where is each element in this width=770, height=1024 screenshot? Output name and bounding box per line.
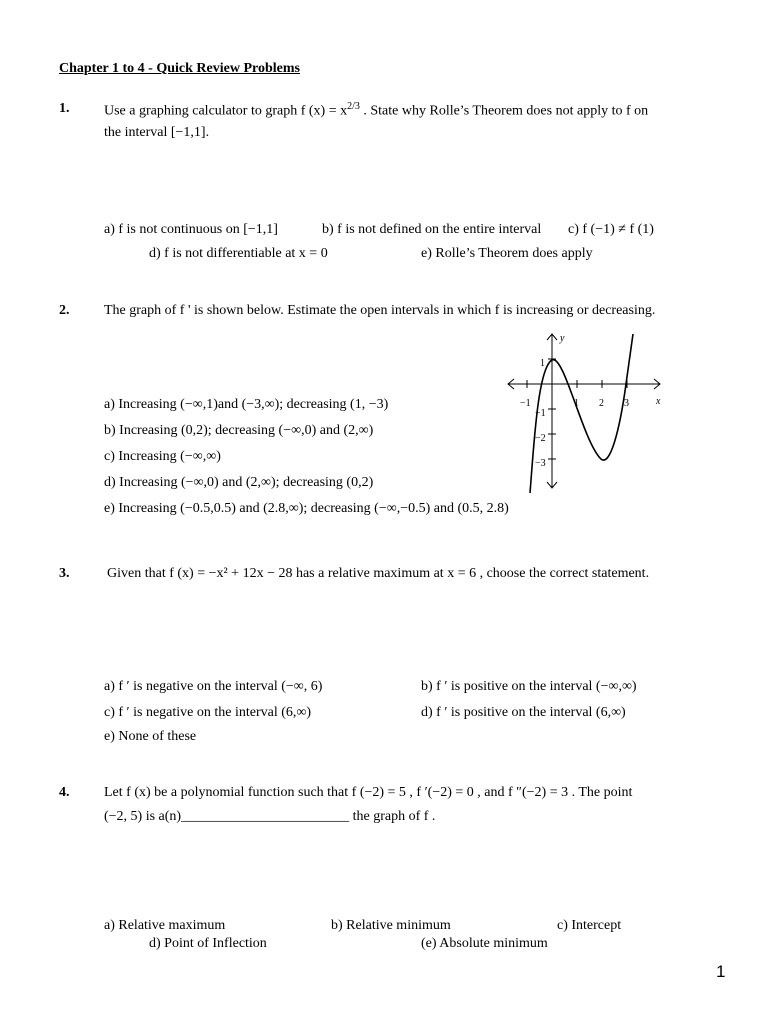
page-number: 1 xyxy=(716,962,726,981)
question-4-choice-b: b) Relative minimum xyxy=(331,918,451,933)
y-tick-label: −2 xyxy=(535,433,546,444)
question-4-choice-e: (e) Absolute minimum xyxy=(421,936,548,951)
y-axis-label: y xyxy=(560,333,565,344)
question-4-line-2: (−2, 5) is a(n)________________________ the graph of f . xyxy=(104,809,436,824)
y-tick-label: −1 xyxy=(535,408,546,419)
x-tick-label: −1 xyxy=(520,398,531,409)
question-4-choice-a: a) Relative maximum xyxy=(104,918,226,933)
question-1-choice-a: a) f is not continuous on [−1,1] xyxy=(104,222,278,237)
question-3-choice-c: c) f ′ is negative on the interval (6,∞) xyxy=(104,705,312,720)
x-tick-label: 2 xyxy=(599,398,604,409)
question-1-choice-b: b) f is not defined on the entire interval xyxy=(322,222,542,237)
question-4-line-1: Let f (x) be a polynomial function such that f (−2) = 5 , f ′(−2) = 0 , and f ″(−2) = 3 . The point xyxy=(104,785,633,800)
question-2-number: 2. xyxy=(59,303,70,318)
question-3-prompt: Given that f (x) = −x² + 12x − 28 has a relative maximum at x = 6 , choose the correct statement. xyxy=(107,566,650,581)
question-3-choice-d: d) f ′ is positive on the interval (6,∞) xyxy=(421,705,626,720)
question-1-number: 1. xyxy=(59,101,70,116)
question-2-choice-c: c) Increasing (−∞,∞) xyxy=(104,449,221,464)
x-tick-label: 3 xyxy=(624,398,629,409)
question-3-choice-b: b) f ′ is positive on the interval (−∞,∞) xyxy=(421,679,637,694)
x-tick-label: 1 xyxy=(574,398,579,409)
question-4-choice-c: c) Intercept xyxy=(557,918,622,933)
question-3-choice-a: a) f ′ is negative on the interval (−∞, 6) xyxy=(104,679,323,694)
question-2-choice-d: d) Increasing (−∞,0) and (2,∞); decreasing (0,2) xyxy=(104,475,374,490)
question-1-line-2: the interval [−1,1]. xyxy=(104,125,210,140)
question-1-choice-c: c) f (−1) ≠ f (1) xyxy=(568,222,654,237)
question-2-choice-e: e) Increasing (−0.5,0.5) and (2.8,∞); decreasing (−∞,−0.5) and (0.5, 2.8) xyxy=(104,501,509,516)
question-3-number: 3. xyxy=(59,566,70,581)
x-axis-label: x xyxy=(656,396,661,407)
question-2-choice-b: b) Increasing (0,2); decreasing (−∞,0) and (2,∞) xyxy=(104,423,374,438)
question-2-prompt: The graph of f ' is shown below. Estimate the open intervals in which f is increasing or decreasing. xyxy=(104,303,656,318)
question-2-choice-a: a) Increasing (−∞,1)and (−3,∞); decreasing (1, −3) xyxy=(104,397,389,412)
question-1-choice-d: d) f is not differentiable at x = 0 xyxy=(149,246,328,261)
question-1-line-1: Use a graphing calculator to graph f $(x) = x^{2/3}$ . State why Rolle’s Theorem does not apply to f on xyxy=(104,101,649,119)
page-title: Chapter 1 to 4 - Quick Review Problems xyxy=(59,61,300,76)
question-4-number: 4. xyxy=(59,785,70,800)
y-tick-label: 1 xyxy=(540,358,545,369)
question-1-choice-e: e) Rolle’s Theorem does apply xyxy=(421,246,593,261)
question-3-choice-e: e) None of these xyxy=(104,729,197,744)
question-4-choice-d: d) Point of Inflection xyxy=(149,936,267,951)
y-tick-label: −3 xyxy=(535,458,546,469)
derivative-graph xyxy=(500,328,670,498)
